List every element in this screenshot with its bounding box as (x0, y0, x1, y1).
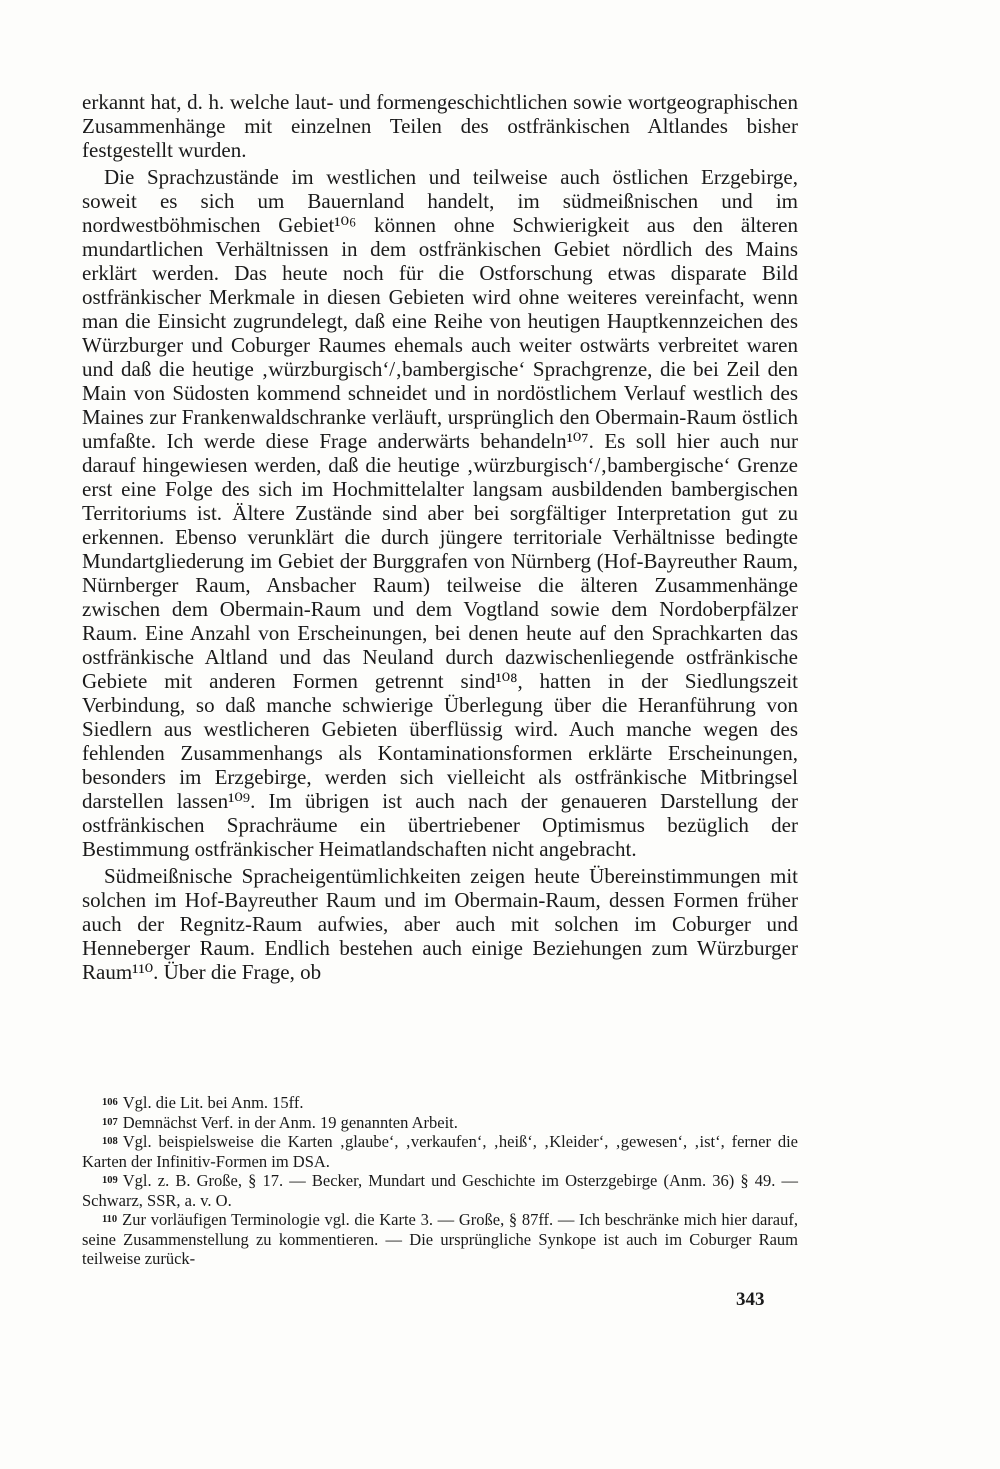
footnote-text: Vgl. die Lit. bei Anm. 15ff. (122, 1093, 304, 1112)
paragraph: erkannt hat, d. h. welche laut- und formengeschichtlichen sowie wortgeographischen Zusammenhänge mit einzelnen Teilen des ostfränkischen Altlandes bisher festgestellt wurden. (82, 90, 798, 162)
paragraph: Südmeißnische Spracheigentümlichkeiten zeigen heute Übereinstimmungen mit solchen im Hof-Bayreuther Raum und im Obermain-Raum, dessen Formen früher auch der Regnitz-Raum aufwies, aber auch mit solchen im Coburger und Henneberger Raum. Endlich bestehen auch einige Beziehungen zum Würzburger Raum¹¹⁰. Über die Frage, ob (82, 864, 798, 984)
paragraph: Die Sprachzustände im westlichen und teilweise auch östlichen Erzgebirge, soweit es sich um Bauernland handelt, im südmeißnischen und im nordwestböhmischen Gebiet¹⁰⁶ können ohne Schwierigkeit aus den älteren mundartlichen Verhältnissen in dem ostfränkischen Gebiet nördlich des Mains erklärt werden. Das heute noch für die Ostforschung etwas disparate Bild ostfränkischer Merkmale in diesen Gebieten wird ohne weiteres vereinfacht, wenn man die Einsicht zugrundelegt, daß eine Reihe von heutigen Hauptkennzeichen des Würzburger und Coburger Raumes ehemals auch weiter ostwärts verbreitet waren und daß die heutige ‚würzburgisch‘/‚bambergische‘ Sprachgrenze, die bei Zeil den Main von Südosten kommend schneidet und in nordöstlichem Verlauf westlich des Maines zur Frankenwaldschranke verläuft, ursprünglich den Obermain-Raum östlich umfaßte. Ich werde diese Frage anderwärts behandeln¹⁰⁷. Es soll hier auch nur darauf hingewiesen werden, daß die heutige ‚würzburgisch‘/‚bambergische‘ Grenze erst eine Folge des sich im Hochmittelalter langsam ausbildenden bambergischen Territoriums ist. Ältere Zustände sind aber bei sorgfältiger Interpretation gut zu erkennen. Ebenso verunklärt die durch jüngere territoriale Verhältnisse bedingte Mundartgliederung im Gebiet der Burggrafen von Nürnberg (Hof-Bayreuther Raum, Nürnberger Raum, Ansbacher Raum) teilweise die älteren Zusammenhänge zwischen dem Obermain-Raum und dem Vogtland sowie dem Nordoberpfälzer Raum. Eine Anzahl von Erscheinungen, bei denen heute auf den Sprachkarten das ostfränkische Altland und das Neuland durch dazwischenliegende ostfränkische Gebiete mit anderen Formen getrennt sind¹⁰⁸, hatten in der Siedlungszeit Verbindung, so daß manche schwierige Überlegung über die Heranführung von Siedlern aus westlicheren Gebieten überflüssig wird. Auch manche wegen des fehlenden Zusammenhangs als Kontaminationsformen erklärte Erscheinungen, besonders im Erzgebirge, werden sich vielleicht als ostfränkische Mitbringsel darstellen lassen¹⁰⁹. Im übrigen ist auch nach der genaueren Darstellung der ostfränkischen Sprachräume ein übertriebener Optimismus bezüglich der Bestimmung ostfränkischer Heimatlandschaften nicht angebracht. (82, 165, 798, 861)
footnote-number: 108 (102, 1136, 118, 1147)
footnote-text: Vgl. z. B. Große, § 17. — Becker, Mundart und Geschichte im Osterzgebirge (Anm. 36) § 49. — Schwarz, SSR, a. v. O. (82, 1171, 798, 1210)
footnote (82, 1132, 798, 1171)
footnote-text: Zur vorläufigen Terminologie vgl. die Karte 3. — Große, § 87ff. — Ich beschränke mich hier darauf, seine Zusammenstellung zu kommentieren. — Die ursprüngliche Synkope ist auch im Coburger Raum teilweise zurück- (82, 1210, 798, 1268)
footnote-number: 107 (102, 1116, 118, 1128)
footnotes (82, 1093, 798, 1269)
footnote (82, 1113, 798, 1133)
page-number: 343 (736, 1289, 765, 1310)
footnote-number: 106 (102, 1097, 118, 1108)
footnote (82, 1171, 798, 1210)
footnote-text: Vgl. beispielsweise die Karten ‚glaube‘, ‚verkaufen‘, ‚heiß‘, ‚Kleider‘, ‚gewesen‘, ‚ist‘, ferner die Karten der Infinitiv-Formen im DSA. (82, 1132, 798, 1171)
footnote (82, 1210, 798, 1269)
footnote-number: 109 (102, 1175, 118, 1186)
main-text (82, 90, 798, 984)
footnote-text: Demnächst Verf. in der Anm. 19 genannten Arbeit. (122, 1112, 458, 1132)
footnote-number: 110 (102, 1214, 118, 1225)
footnote (82, 1093, 798, 1113)
